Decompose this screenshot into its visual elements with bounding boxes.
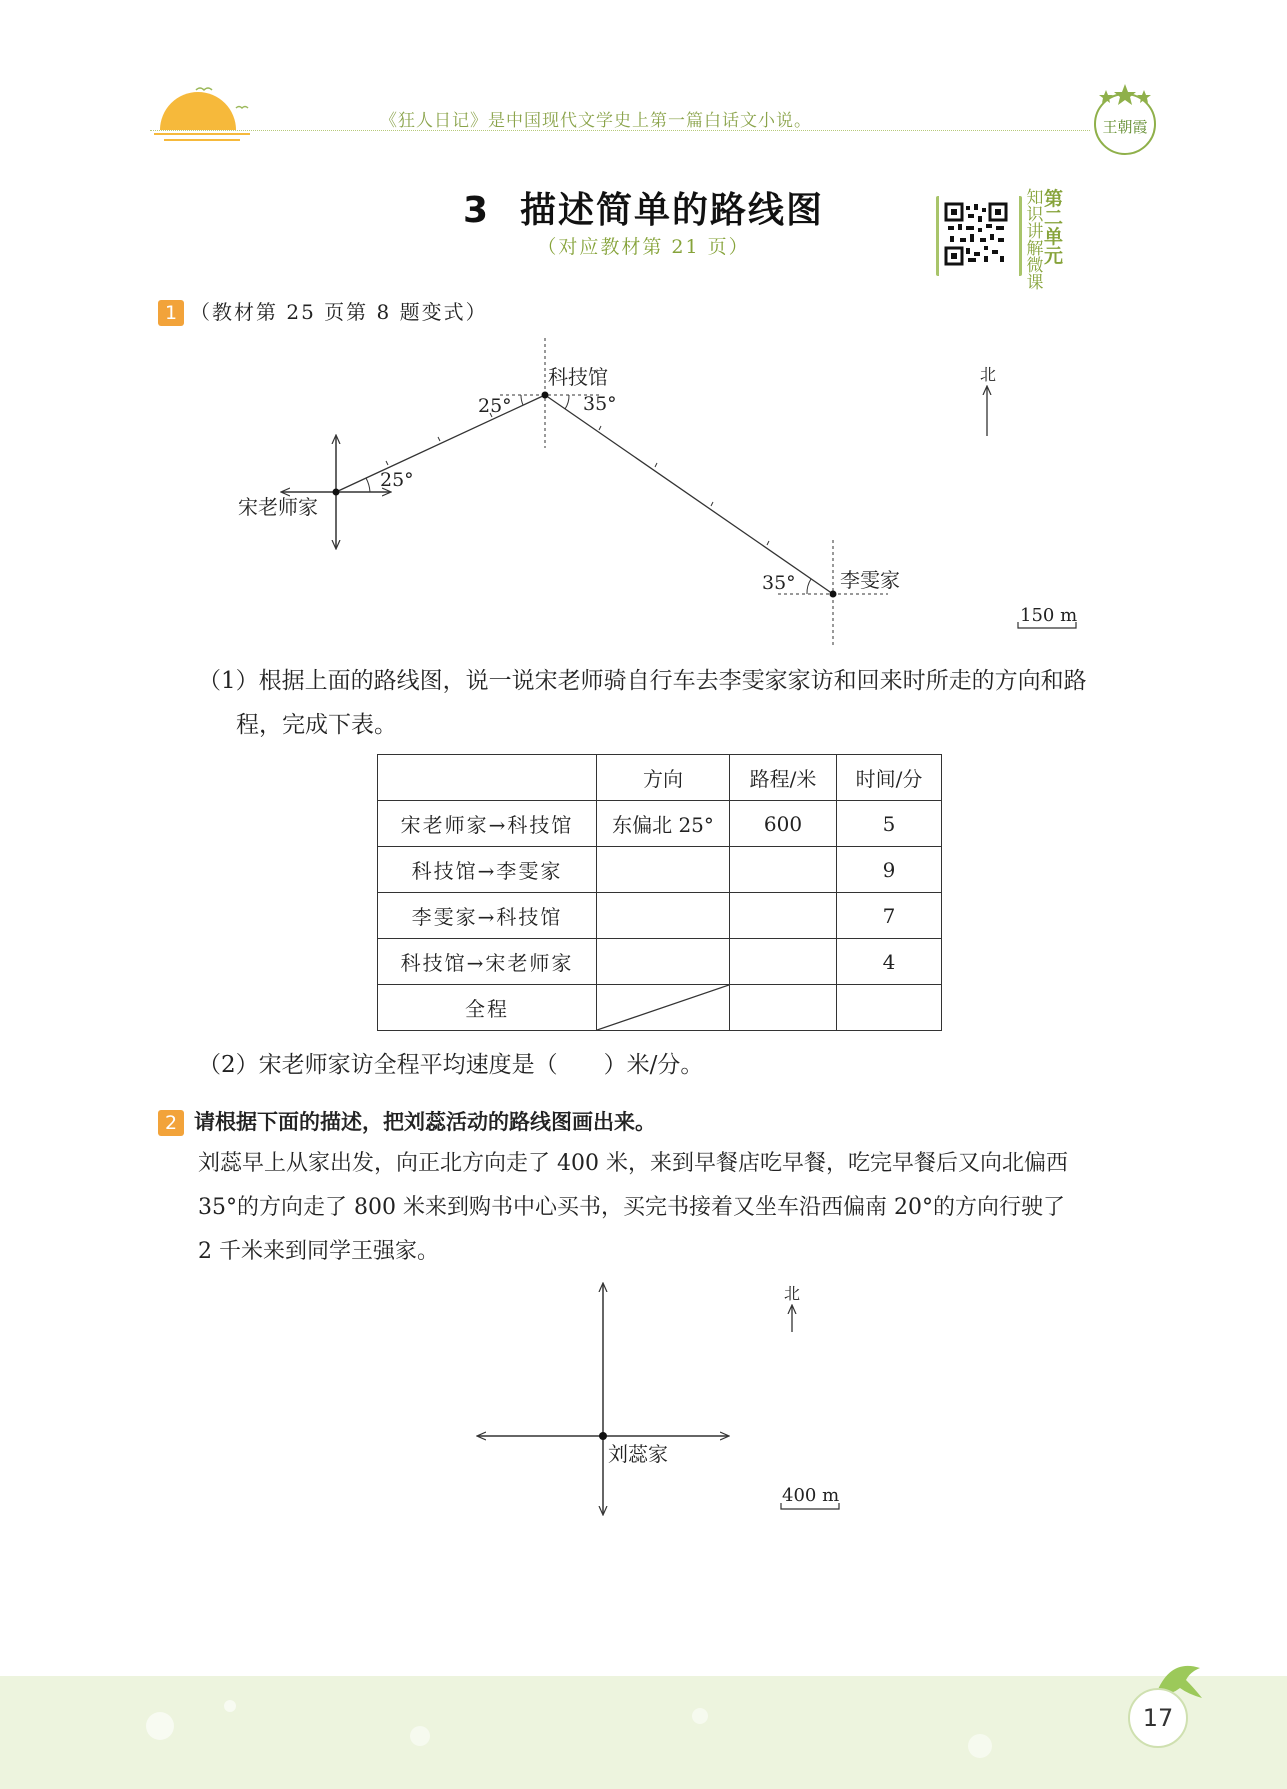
side-label-char: 解 [1026, 239, 1044, 259]
time-cell[interactable] [837, 985, 942, 1031]
table-row [378, 801, 942, 847]
table-header-cell: 时间/分 [837, 755, 942, 801]
problem2-instruction: 请根据下面的描述，把刘蕊活动的路线图画出来。 [194, 1110, 656, 1134]
side-label-char: 元 [1044, 245, 1064, 267]
lesson-title-text: 描述简单的路线图 [520, 190, 825, 231]
distance-cell[interactable] [730, 847, 837, 893]
problem2-header [158, 1106, 656, 1136]
diagonal-slash [597, 985, 729, 1030]
table-header-cell: 方向 [597, 755, 730, 801]
side-label-char: 课 [1026, 273, 1044, 293]
page-number: 17 [1128, 1688, 1188, 1748]
header-quote: 《狂人日记》是中国现代文学史上第一篇白话文小说。 [380, 111, 812, 131]
route-diagram-1 [0, 0, 1287, 660]
side-label-char: 识 [1026, 205, 1044, 225]
direction-cell[interactable] [597, 847, 730, 893]
point-li-home [830, 591, 837, 598]
direction-cell: 东偏北 25° [597, 801, 730, 847]
angle-25-song: 25° [380, 469, 414, 491]
route-diagram-2[interactable] [0, 1260, 1287, 1530]
route-song-keji [336, 395, 545, 492]
north-label-2: 北 [784, 1284, 801, 1303]
question1-line1: （1）根据上面的路线图，说一说宋老师骑自行车去李雯家家访和回来时所走的方向和路 [198, 668, 1087, 694]
time-cell: 5 [837, 801, 942, 847]
time-cell: 4 [837, 939, 942, 985]
problem1-badge: 1 [158, 300, 184, 326]
side-label-char: 知 [1026, 188, 1044, 208]
side-label-char: 单 [1044, 226, 1064, 248]
lesson-number: 3 [462, 190, 491, 231]
direction-cell[interactable] [597, 939, 730, 985]
question1-line2: 程，完成下表。 [236, 712, 397, 738]
problem1-source: （教材第 25 页第 8 题变式） [190, 300, 488, 324]
scale-label-2: 400 m [782, 1485, 840, 1506]
direction-cell[interactable] [597, 893, 730, 939]
table-header-cell: 路程/米 [730, 755, 837, 801]
side-label-char: 二 [1044, 207, 1064, 229]
angle-25-keji: 25° [478, 395, 512, 417]
problem2-text-line1: 刘蕊早上从家出发，向正北方向走了 400 米，来到早餐店吃早餐，吃完早餐后又向北偏西 [198, 1151, 1068, 1176]
table-header-row [378, 755, 942, 801]
table-row [378, 893, 942, 939]
side-label-char: 微 [1026, 256, 1044, 276]
label-li-home: 李雯家 [840, 568, 900, 592]
label-song-home: 宋老师家 [238, 495, 318, 519]
label-keji: 科技馆 [548, 365, 608, 389]
route-cell: 科技馆→李雯家 [378, 847, 597, 893]
point-song-home [333, 489, 340, 496]
direction-cell-crossed [597, 985, 730, 1031]
distance-cell[interactable] [730, 893, 837, 939]
table-row [378, 985, 942, 1031]
route-cell: 科技馆→宋老师家 [378, 939, 597, 985]
route-table [377, 754, 942, 1031]
problem2-badge: 2 [158, 1110, 184, 1136]
table-row [378, 847, 942, 893]
problem2-text-line2: 35°的方向走了 800 米来到购书中心买书，买完书接着又坐车沿西偏南 20°的方向行驶了 [198, 1195, 1065, 1220]
side-label-char: 第 [1044, 188, 1064, 210]
scale-label-1: 150 m [1020, 605, 1078, 626]
distance-cell: 600 [730, 801, 837, 847]
problem2-text-line3: 2 千米来到同学王强家。 [198, 1239, 439, 1264]
route-cell: 全程 [378, 985, 597, 1031]
north-label-1: 北 [980, 365, 997, 384]
lesson-subtitle: （对应教材第 21 页） [537, 236, 750, 258]
brand-name: 王朝霞 [1102, 118, 1148, 136]
liu-home-compass [478, 1284, 728, 1514]
time-cell: 9 [837, 847, 942, 893]
side-label-char: 讲 [1026, 222, 1044, 242]
label-liu-home: 刘蕊家 [608, 1442, 668, 1466]
point-liu-home [599, 1432, 607, 1440]
angle-35-keji: 35° [583, 393, 617, 415]
distance-cell[interactable] [730, 939, 837, 985]
question2: （2）宋老师家访全程平均速度是（ ）米/分。 [198, 1052, 704, 1078]
route-cell: 宋老师家→科技馆 [378, 801, 597, 847]
table-header-cell [378, 755, 597, 801]
distance-cell[interactable] [730, 985, 837, 1031]
route-cell: 李雯家→科技馆 [378, 893, 597, 939]
route-keji-li [545, 395, 833, 594]
table-row [378, 939, 942, 985]
point-keji [542, 392, 549, 399]
angle-35-li: 35° [762, 572, 796, 594]
time-cell: 7 [837, 893, 942, 939]
footer-bubbles [0, 1676, 1287, 1789]
